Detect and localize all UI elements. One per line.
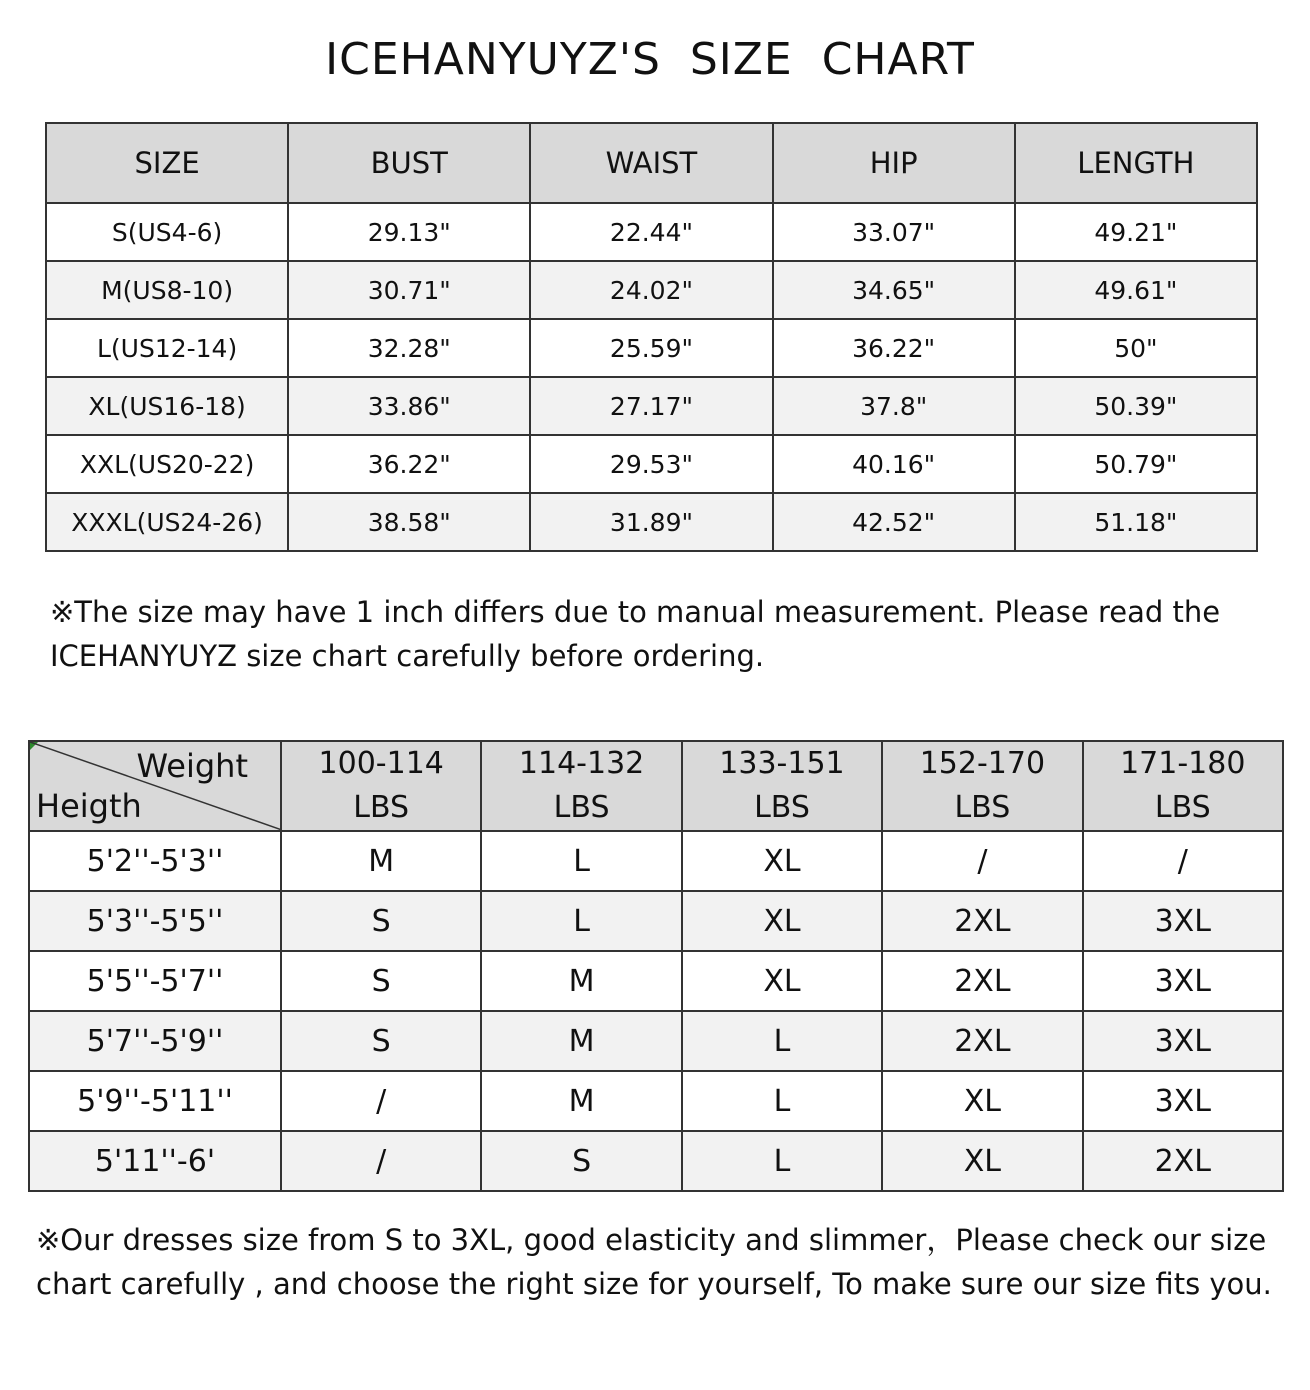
weight-unit: LBS bbox=[754, 790, 810, 825]
size-cell: XL bbox=[682, 831, 882, 891]
height-cell: 5'11''-6' bbox=[29, 1131, 281, 1191]
hip-cell: 40.16" bbox=[773, 435, 1015, 493]
length-cell: 49.61" bbox=[1015, 261, 1257, 319]
weight-unit: LBS bbox=[1154, 790, 1211, 825]
table-row bbox=[46, 319, 1257, 377]
weight-column-header bbox=[882, 741, 1082, 831]
table-row bbox=[46, 261, 1257, 319]
size-cell: 3XL bbox=[1083, 1071, 1283, 1131]
length-cell: 50" bbox=[1015, 319, 1257, 377]
size-cell: L(US12-14) bbox=[46, 319, 288, 377]
weight-range: 133-151 bbox=[719, 746, 845, 781]
height-cell: 5'7''-5'9'' bbox=[29, 1011, 281, 1071]
table-row bbox=[46, 377, 1257, 435]
size-cell: XL(US16-18) bbox=[46, 377, 288, 435]
weight-range: 152-170 bbox=[919, 746, 1046, 781]
weight-unit: LBS bbox=[353, 790, 410, 825]
size-cell: / bbox=[1083, 831, 1283, 891]
corner-header bbox=[29, 741, 281, 831]
height-cell: 5'9''-5'11'' bbox=[29, 1071, 281, 1131]
table-row bbox=[29, 1071, 1283, 1131]
waist-cell: 27.17" bbox=[530, 377, 772, 435]
bust-cell: 36.22" bbox=[288, 435, 530, 493]
length-cell: 49.21" bbox=[1015, 203, 1257, 261]
table-row bbox=[46, 435, 1257, 493]
size-cell: 3XL bbox=[1083, 891, 1283, 951]
hip-cell: 33.07" bbox=[773, 203, 1015, 261]
table-row bbox=[29, 891, 1283, 951]
size-cell: M bbox=[481, 1071, 681, 1131]
hip-cell: 36.22" bbox=[773, 319, 1015, 377]
table-row bbox=[29, 1131, 1283, 1191]
size-cell: L bbox=[682, 1011, 882, 1071]
weight-label: Weight bbox=[136, 747, 248, 785]
waist-cell: 25.59" bbox=[530, 319, 772, 377]
size-cell: XL bbox=[682, 951, 882, 1011]
size-cell: S bbox=[281, 1011, 481, 1071]
length-cell: 50.39" bbox=[1015, 377, 1257, 435]
fit-note: ※Our dresses size from S to 3XL, good elasticity and slimmer，Please check our size chart carefully , and choose the right size for yourself, To make sure our size fits you. bbox=[36, 1223, 1272, 1301]
size-cell: 3XL bbox=[1083, 951, 1283, 1011]
weight-height-table bbox=[28, 740, 1284, 1192]
bust-cell: 32.28" bbox=[288, 319, 530, 377]
waist-cell: 29.53" bbox=[530, 435, 772, 493]
size-cell: 2XL bbox=[1083, 1131, 1283, 1191]
size-chart-table bbox=[45, 122, 1258, 552]
weight-range: 171-180 bbox=[1120, 746, 1246, 781]
size-cell: M bbox=[481, 1011, 681, 1071]
size-cell: XL bbox=[682, 891, 882, 951]
bust-cell: 29.13" bbox=[288, 203, 530, 261]
size-cell: S bbox=[281, 891, 481, 951]
hip-header: HIP bbox=[773, 123, 1015, 203]
height-cell: 5'2''-5'3'' bbox=[29, 831, 281, 891]
table-row bbox=[29, 1011, 1283, 1071]
height-cell: 5'3''-5'5'' bbox=[29, 891, 281, 951]
size-header: SIZE bbox=[46, 123, 288, 203]
size-cell: M(US8-10) bbox=[46, 261, 288, 319]
measurement-note: ※The size may have 1 inch differs due to manual measurement. Please read the ICEHANYUYZ size chart carefully before ordering. bbox=[50, 595, 1221, 673]
size-cell: XL bbox=[882, 1071, 1082, 1131]
size-cell: S(US4-6) bbox=[46, 203, 288, 261]
size-cell: XL bbox=[882, 1131, 1082, 1191]
size-cell: S bbox=[481, 1131, 681, 1191]
size-cell: / bbox=[281, 1071, 481, 1131]
table-row bbox=[46, 493, 1257, 551]
weight-column-header bbox=[281, 741, 481, 831]
hip-cell: 42.52" bbox=[773, 493, 1015, 551]
table-row bbox=[29, 951, 1283, 1011]
page-title: ICEHANYUYZ'S SIZE CHART bbox=[325, 34, 975, 85]
weight-unit: LBS bbox=[553, 790, 610, 825]
hip-cell: 37.8" bbox=[773, 377, 1015, 435]
size-table-header-row bbox=[46, 123, 1257, 203]
bust-cell: 33.86" bbox=[288, 377, 530, 435]
hip-cell: 34.65" bbox=[773, 261, 1015, 319]
waist-header: WAIST bbox=[530, 123, 772, 203]
weight-range: 100-114 bbox=[318, 746, 444, 781]
bust-cell: 38.58" bbox=[288, 493, 530, 551]
size-cell: L bbox=[481, 831, 681, 891]
size-cell: L bbox=[481, 891, 681, 951]
height-label: Heigth bbox=[36, 787, 142, 825]
waist-cell: 31.89" bbox=[530, 493, 772, 551]
size-cell: L bbox=[682, 1071, 882, 1131]
size-cell: S bbox=[281, 951, 481, 1011]
size-cell: M bbox=[281, 831, 481, 891]
waist-cell: 24.02" bbox=[530, 261, 772, 319]
length-cell: 51.18" bbox=[1015, 493, 1257, 551]
weight-column-header bbox=[481, 741, 681, 831]
height-cell: 5'5''-5'7'' bbox=[29, 951, 281, 1011]
size-cell: 3XL bbox=[1083, 1011, 1283, 1071]
bust-header: BUST bbox=[288, 123, 530, 203]
size-cell: L bbox=[682, 1131, 882, 1191]
size-cell: M bbox=[481, 951, 681, 1011]
weight-column-header bbox=[1083, 741, 1283, 831]
bust-cell: 30.71" bbox=[288, 261, 530, 319]
length-cell: 50.79" bbox=[1015, 435, 1257, 493]
weight-range: 114-132 bbox=[518, 746, 645, 781]
size-cell: / bbox=[281, 1131, 481, 1191]
size-cell: XXL(US20-22) bbox=[46, 435, 288, 493]
weight-table-header-row bbox=[29, 741, 1283, 831]
length-header: LENGTH bbox=[1015, 123, 1257, 203]
weight-column-header bbox=[682, 741, 882, 831]
size-cell: / bbox=[882, 831, 1082, 891]
waist-cell: 22.44" bbox=[530, 203, 772, 261]
size-cell: XXXL(US24-26) bbox=[46, 493, 288, 551]
size-cell: 2XL bbox=[882, 891, 1082, 951]
weight-unit: LBS bbox=[954, 790, 1011, 825]
size-cell: 2XL bbox=[882, 1011, 1082, 1071]
table-row bbox=[29, 831, 1283, 891]
table-row bbox=[46, 203, 1257, 261]
size-cell: 2XL bbox=[882, 951, 1082, 1011]
